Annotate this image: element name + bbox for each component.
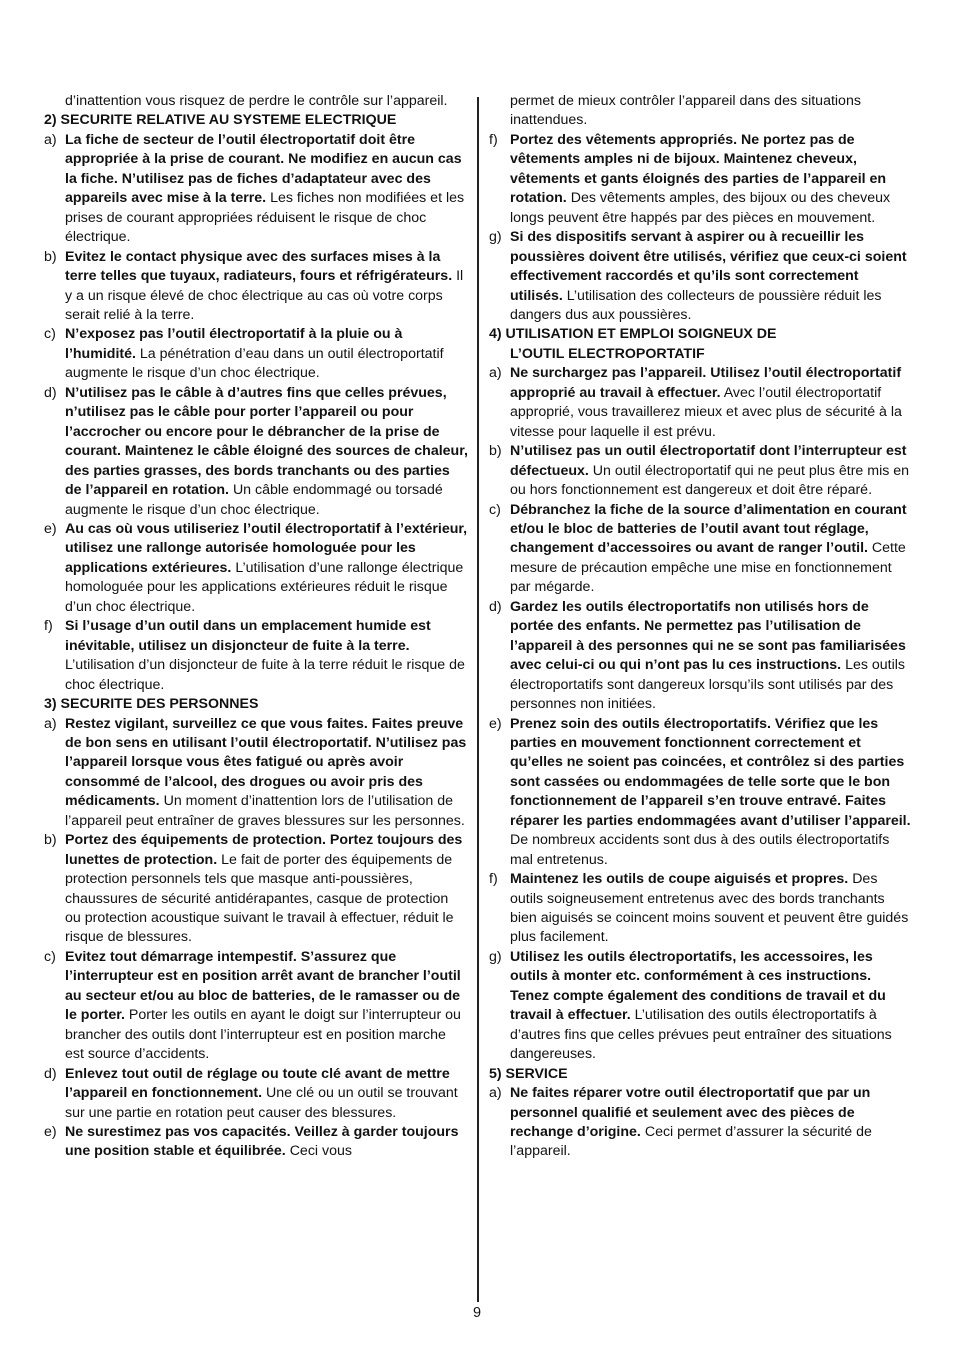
- item-bold-text: Si l’usage d’un outil dans un emplacement humide est inévitable, utilisez un disjoncteur de fuite à la terre.: [65, 618, 431, 654]
- item-text: Porter les outils en ayant le doigt sur l’interrupteur ou brancher des outils dont l’interrupteur est en position marche est source d’accidents.: [65, 1007, 461, 1063]
- item-body: [65, 948, 468, 1065]
- item-label: a): [489, 365, 502, 382]
- item-label: b): [44, 832, 57, 849]
- item-body: [65, 248, 468, 326]
- list-item: [489, 442, 913, 500]
- personal-safety-list-continued: [489, 131, 913, 326]
- right-column: [489, 92, 913, 1162]
- section-heading-tool-use-line1: 4) UTILISATION ET EMPLOI SOIGNEUX DE: [489, 326, 777, 343]
- item-body: [65, 131, 468, 248]
- item-label: b): [489, 443, 502, 460]
- item-text: La pénétration d’eau dans un outil électroportatif augmente le risque d’un choc électrique.: [65, 345, 444, 382]
- item-text: Un outil électroportatif qui ne peut plus être mis en ou hors fonctionnement est dangereux et doit être réparé.: [510, 462, 910, 499]
- list-item: [489, 131, 913, 228]
- item-body: [510, 228, 913, 325]
- item-label: a): [44, 131, 57, 148]
- list-item: [44, 325, 468, 383]
- item-text: Il y a un risque élevé de choc électrique au cas où votre corps serait relié à la terre.: [65, 268, 464, 323]
- tool-use-list: [489, 364, 913, 1064]
- section-heading-tool-use: [489, 325, 913, 364]
- item-bold-text: Portez des vêtements appropriés. Ne portez pas de vêtements amples ni de bijoux. Maintenez cheveux, vêtements et gants éloignés des parties de l’appareil en rotation.: [510, 131, 887, 207]
- item-text: L’utilisation d’une rallonge électrique homologuée pour les applications extérieures réduit le risque d’un choc électrique.: [65, 559, 464, 615]
- item-label: d): [44, 1065, 57, 1082]
- item-text: Ceci vous: [289, 1143, 352, 1160]
- item-body: [510, 442, 913, 500]
- item-text: Avec l’outil électroportatif approprié, vous travaillerez mieux et avec plus de sécurité à la vitesse pour laquelle il est prévu.: [510, 384, 902, 440]
- list-item: [489, 501, 913, 598]
- item-body: [65, 617, 468, 695]
- list-item: [489, 948, 913, 1065]
- item-body: [65, 1123, 468, 1162]
- list-item: [44, 248, 468, 326]
- item-text: Le fait de porter des équipements de protection personnels tels que masque anti-poussières, chaussures de sécurité antidérapantes, casque de protection ou protection acoustique suivant le travail à effectuer, réduit le risque de blessures.: [65, 851, 454, 946]
- list-item: [489, 715, 913, 871]
- item-bold-text: N’utilisez pas le câble à d’autres fins que celles prévues, n’utilisez pas le câble pour porter l’appareil ou pour l’accrocher ou encore pour le débrancher de la prise de courant. Maintenez le câble éloigné des sources de chaleur, des parties grasses, des bords tranchants ou des parties de l’appareil en rotation.: [65, 384, 468, 499]
- service-list: [489, 1084, 913, 1162]
- item-label: c): [489, 501, 501, 518]
- item-text: L’utilisation des outils électroportatifs à d’autres fins que celles prévues peut entraîner des situations dangereuses.: [510, 1007, 892, 1063]
- item-text: L’utilisation d’un disjoncteur de fuite à la terre réduit le risque de choc électrique.: [65, 657, 465, 693]
- list-item: [44, 131, 468, 248]
- item-bold-text: Si des dispositifs servant à aspirer ou à recueillir les poussières doivent être utilisés, vérifiez que ceux-ci soient effectivement raccordés et qu’ils sont correctement utilisés.: [510, 229, 907, 304]
- list-item: [44, 831, 468, 948]
- list-item: [489, 228, 913, 325]
- continued-text: permet de mieux contrôler l’appareil dans des situations inattendues.: [510, 93, 861, 129]
- item-bold-text: Ne surestimez pas vos capacités. Veillez à garder toujours une position stable et équilibrée.: [65, 1124, 459, 1160]
- list-item: [44, 384, 468, 520]
- item-bold-text: Maintenez les outils de coupe aiguisés et propres.: [510, 871, 849, 888]
- item-label: d): [489, 598, 502, 615]
- item-body: [65, 325, 468, 383]
- item-label: b): [44, 248, 57, 265]
- item-body: [510, 948, 913, 1065]
- item-label: f): [44, 618, 53, 635]
- item-bold-text: La fiche de secteur de l’outil électroportatif doit être appropriée à la prise de courant. Ne modifiez en aucun cas la fiche. N’utilisez pas de fiches d’adaptateur avec des appareils avec mise à la terre.: [65, 131, 462, 207]
- item-bold-text: Restez vigilant, surveillez ce que vous faites. Faites preuve de bon sens en utilisant l’outil électroportatif. N’utilisez pas l’appareil lorsque vous êtes fatigué ou après avoir consommé de l’alcool, des drogues ou avoir pris des médicaments.: [65, 715, 467, 810]
- item-label: g): [489, 229, 502, 246]
- item-label: f): [489, 871, 498, 888]
- item-text: Des vêtements amples, des bijoux ou des cheveux longs peuvent être happés par des pièces en mouvement.: [510, 190, 891, 226]
- item-body: [65, 384, 468, 520]
- item-body: [65, 715, 468, 832]
- item-body: [65, 520, 468, 617]
- item-label: c): [44, 326, 56, 343]
- section-heading-personal: 3) SECURITE DES PERSONNES: [44, 696, 259, 713]
- item-bold-text: Utilisez les outils électroportatifs, les accessoires, les outils à monter etc. conformément à ces instructions. Tenez compte également des conditions de travail et du travail à effectuer.: [510, 948, 886, 1024]
- list-item: [44, 948, 468, 1065]
- item-bold-text: Gardez les outils électroportatifs non utilisés hors de portée des enfants. Ne permettez pas l’utilisation de l’appareil à des personnes qui ne se sont pas familiarisées avec celui-ci ou qui n’ont pas lu ces instructions.: [510, 598, 906, 674]
- item-label: c): [44, 948, 56, 965]
- list-item: [44, 715, 468, 832]
- list-item: [44, 520, 468, 617]
- item-text: L’utilisation des collecteurs de poussière réduit les dangers dus aux poussières.: [510, 287, 882, 323]
- item-bold-text: Au cas où vous utiliseriez l’outil électroportatif à l’extérieur, utilisez une rallonge autorisée homologuée pour les applications extérieures.: [65, 520, 468, 576]
- electrical-safety-list: [44, 131, 468, 695]
- item-body: [510, 364, 913, 442]
- left-column: [44, 92, 468, 1162]
- item-label: f): [489, 131, 498, 148]
- section-heading-electrical: 2) SECURITE RELATIVE AU SYSTEME ELECTRIQUE: [44, 112, 397, 129]
- page-number: 9: [472, 1305, 482, 1321]
- item-label: a): [44, 715, 57, 732]
- item-label: e): [44, 520, 57, 537]
- item-text: De nombreux accidents sont dus à des outils électroportatifs mal entretenus.: [510, 832, 890, 868]
- list-item: [44, 1065, 468, 1123]
- item-label: d): [44, 384, 57, 401]
- item-label: g): [489, 948, 502, 965]
- item-text: Des outils soigneusement entretenus avec des bords tranchants bien aiguisés se coincent moins souvent et peuvent être guidés plus facilement.: [510, 871, 909, 946]
- item-bold-text: Prenez soin des outils électroportatifs. Vérifiez que les parties en mouvement fonctionnent correctement et qu’elles ne soient pas coincées, et contrôlez si des parties sont cassées ou endommagées de telle sorte que le bon fonctionnement de l’appareil s’en trouve entravé. Faites réparer les parties endommagées avant d’utiliser l’appareil.: [510, 715, 911, 829]
- personal-safety-list: [44, 715, 468, 1162]
- item-text: Les fiches non modifiées et les prises de courant appropriées réduisent le risque de choc électrique.: [65, 190, 465, 246]
- item-bold-text: N’utilisez pas un outil électroportatif dont l’interrupteur est défectueux.: [510, 443, 907, 479]
- item-body: [510, 501, 913, 598]
- item-bold-text: Evitez tout démarrage intempestif. S’assurez que l’interrupteur est en position arrêt avant de brancher l’outil au secteur et/ou au bloc de batteries, de le ramasser ou de le porter.: [65, 948, 461, 1024]
- list-item: [489, 364, 913, 442]
- list-item: [489, 598, 913, 715]
- item-text: Cette mesure de précaution empêche une mise en fonctionnement par mégarde.: [510, 540, 906, 596]
- item-text: Une clé ou un outil se trouvant sur une partie en rotation peut causer des blessures.: [65, 1085, 458, 1121]
- item-body: [510, 715, 913, 871]
- list-item: [44, 617, 468, 695]
- item-text: Les outils électroportatifs sont dangereux lorsqu’ils sont utilisés par des personnes non initiées.: [510, 657, 906, 713]
- item-text: Un câble endommagé ou torsadé augmente le risque d’un choc électrique.: [65, 482, 443, 518]
- item-body: [65, 831, 468, 948]
- item-text: Ceci permet d’assurer la sécurité de l’appareil.: [510, 1124, 872, 1160]
- list-item: [489, 870, 913, 948]
- item-body: [510, 870, 913, 948]
- item-bold-text: Evitez le contact physique avec des surfaces mises à la terre telles que tuyaux, radiateurs, fours et réfrigérateurs.: [65, 248, 453, 285]
- item-label: a): [489, 1085, 502, 1102]
- item-bold-text: Débranchez la fiche de la source d’alimentation en courant et/ou le bloc de batteries de l’outil avant tout réglage, changement d’accessoires ou avant de ranger l’outil.: [510, 501, 907, 557]
- item-bold-text: Enlevez tout outil de réglage ou toute clé avant de mettre l’appareil en fonctionnement.: [65, 1065, 450, 1102]
- item-bold-text: Ne faites réparer votre outil électroportatif que par un personnel qualifié et seulement avec des pièces de rechange d’origine.: [510, 1085, 871, 1141]
- item-bold-text: Portez des équipements de protection. Portez toujours des lunettes de protection.: [65, 832, 463, 868]
- item-bold-text: Ne surchargez pas l’appareil. Utilisez l’outil électroportatif approprié au travail à effectuer.: [510, 365, 902, 401]
- item-body: [510, 131, 913, 228]
- section-heading-service: 5) SERVICE: [489, 1065, 568, 1082]
- item-bold-text: N’exposez pas l’outil électroportatif à la pluie ou à l’humidité.: [65, 326, 403, 362]
- item-body: [65, 1065, 468, 1123]
- section-heading-tool-use-line2: L’OUTIL ELECTROPORTATIF: [510, 345, 705, 362]
- item-label: e): [44, 1124, 57, 1141]
- item-body: [510, 1084, 913, 1162]
- item-label: e): [489, 715, 502, 732]
- continued-text: d’inattention vous risquez de perdre le contrôle sur l’appareil.: [65, 93, 448, 109]
- list-item: [44, 1123, 468, 1162]
- list-item: [489, 1084, 913, 1162]
- item-text: Un moment d’inattention lors de l’utilisation de l’appareil peut entraîner de graves blessures sur les personnes.: [65, 793, 465, 829]
- column-divider: [477, 97, 479, 1302]
- item-body: [510, 598, 913, 715]
